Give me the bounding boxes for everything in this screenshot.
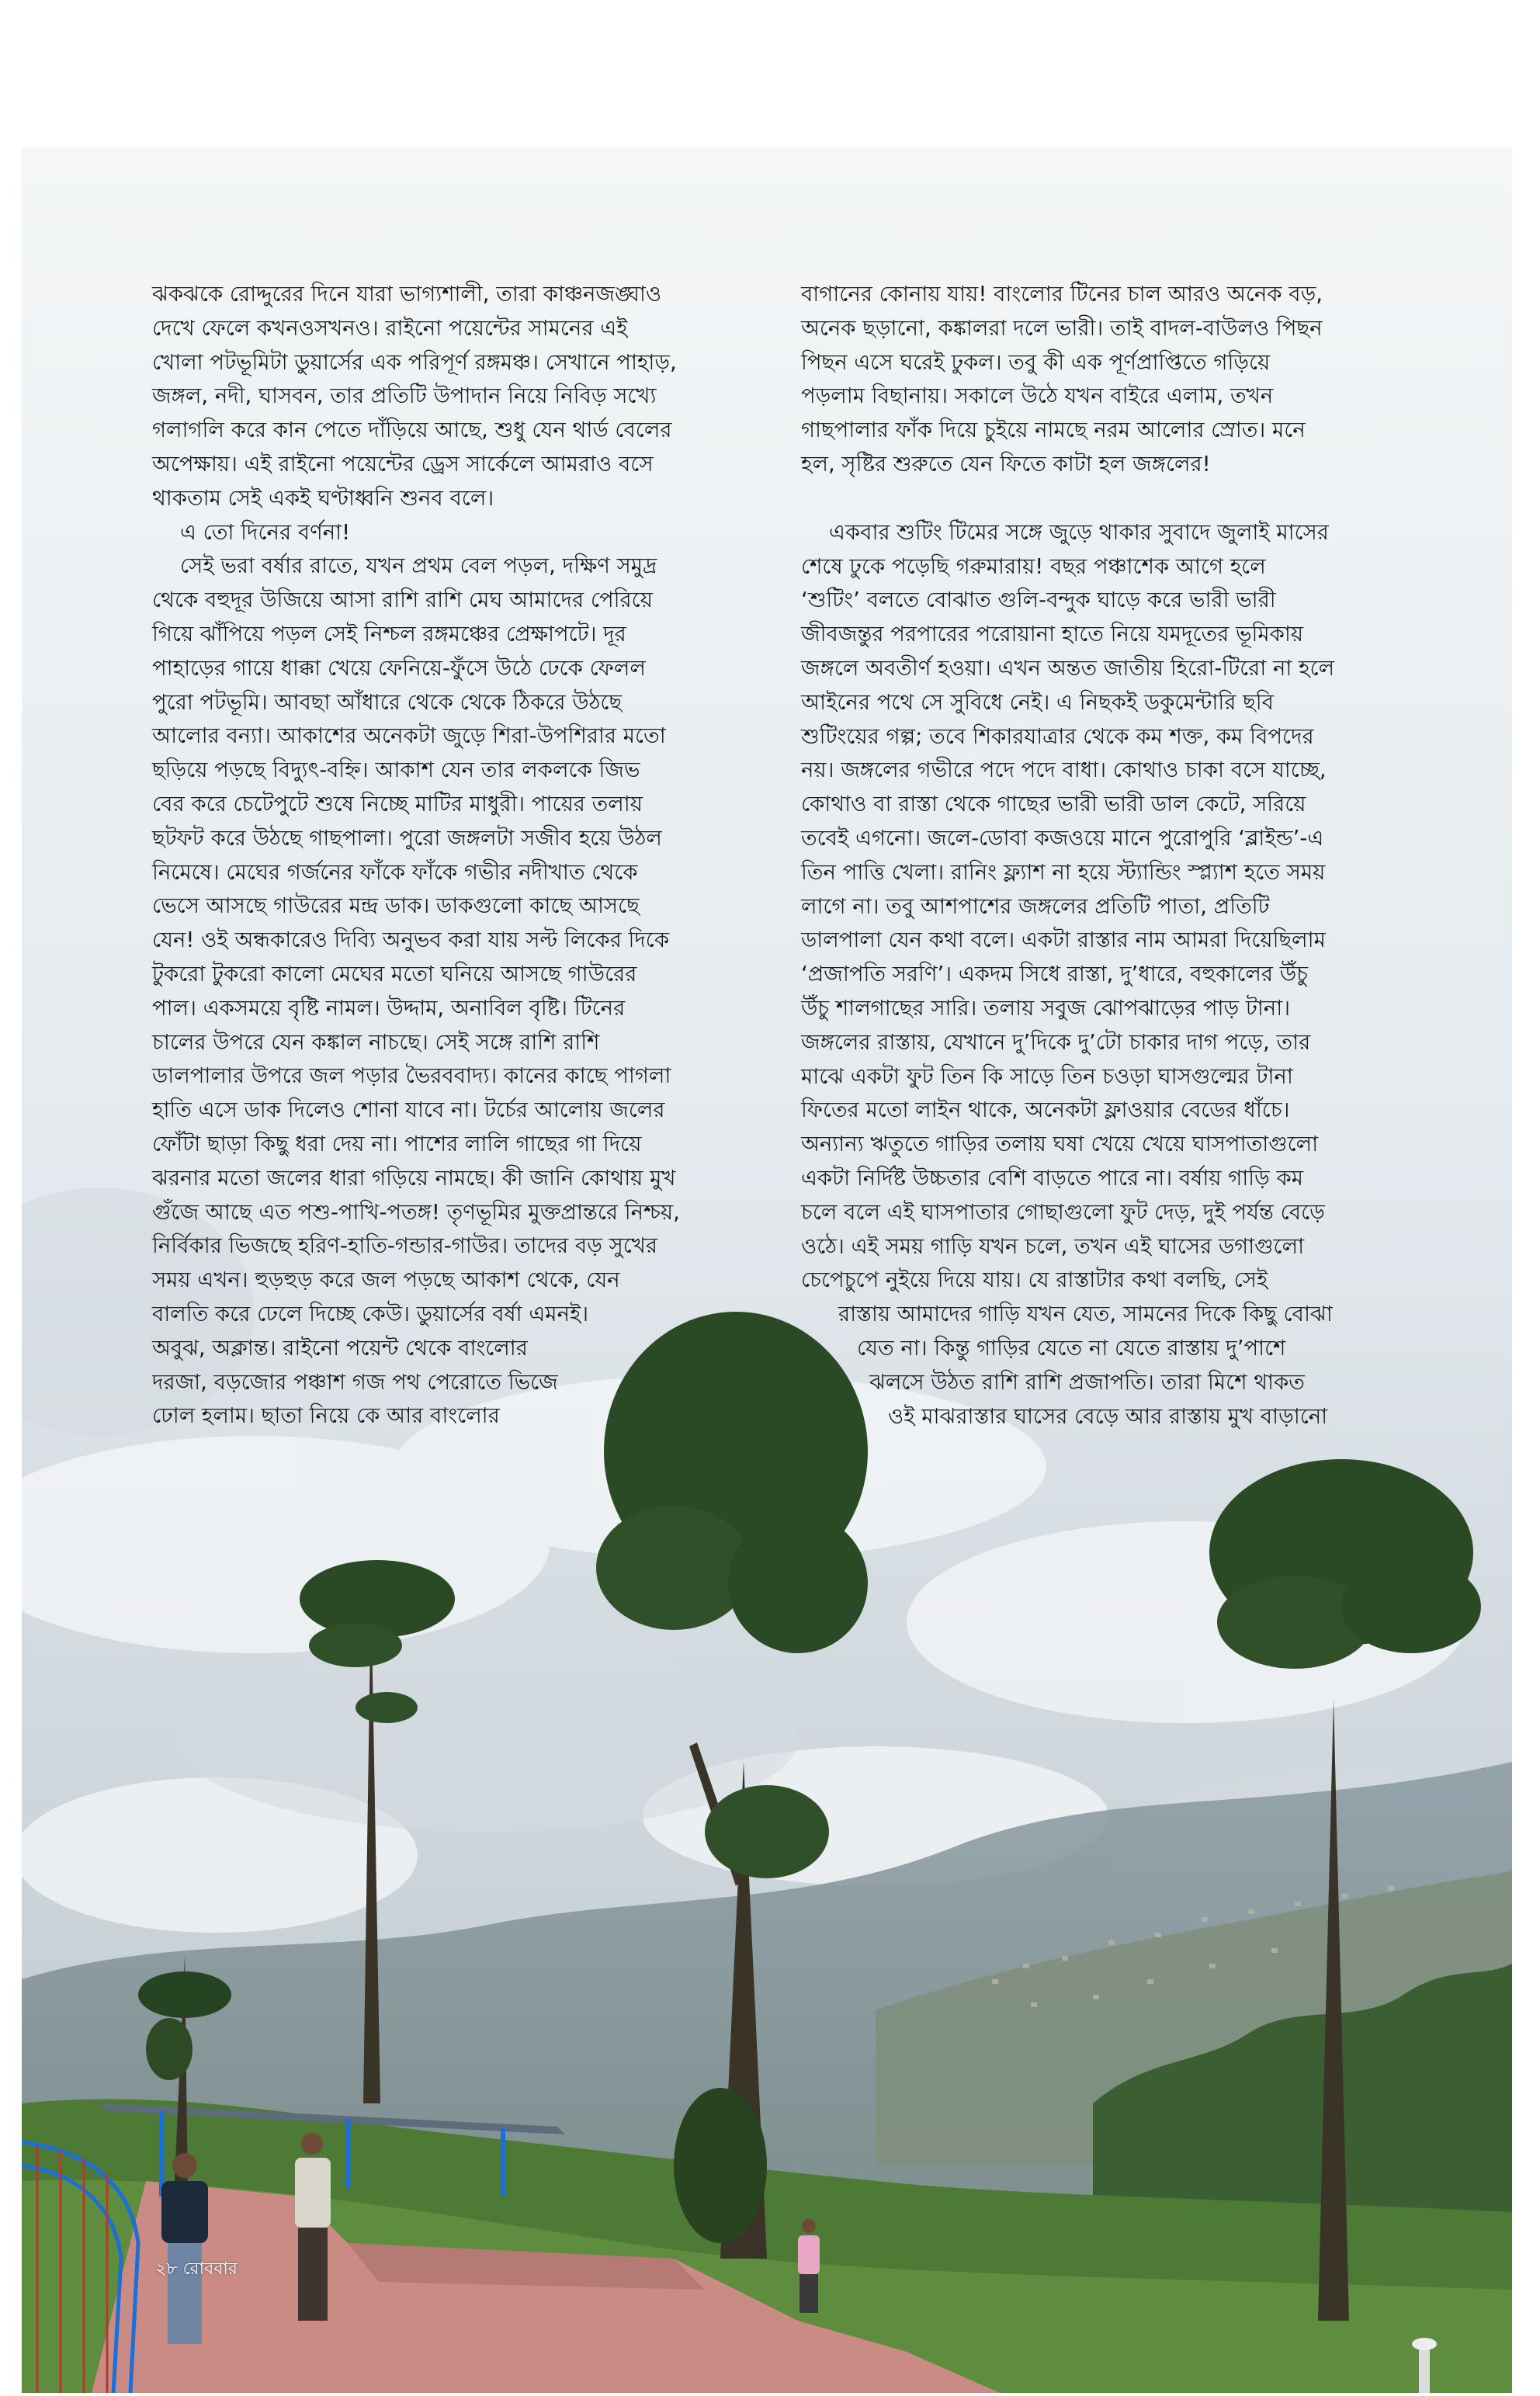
text-line: কোথাও বা রাস্তা থেকে গাছের ভারী ভারী ডাল কেটে, সরিয়ে xyxy=(801,792,1306,817)
text-line: ফিতের মতো লাইন থাকে, অনেকটা ফ্লাওয়ার বেডের ধাঁচে। xyxy=(801,1097,1290,1123)
text-line: শুটিংয়ের গল্প; তবে শিকারযাত্রার থেকে কম শক্ত, কম বিপদের xyxy=(801,723,1314,749)
text-line: হাতি এসে ডাক দিলেও শোনা যাবে না। টর্চের আলোয় জলের xyxy=(152,1097,665,1123)
text-line: সময় এখন। হুড়হুড় করে জল পড়ছে আকাশ থেকে, যেন xyxy=(152,1267,620,1293)
text-line: গলাগলি করে কান পেতে দাঁড়িয়ে আছে, শুধু যেন থার্ড বেলের xyxy=(152,418,672,443)
text-line: ‘শুটিং’ বলতে বোঝাত গুলি-বন্দুক ঘাড়ে করে ভারী ভারী xyxy=(801,588,1276,613)
page-folio: ২৮ রোববার xyxy=(155,2259,238,2279)
text-line: উঁচু শালগাছের সারি। তলায় সবুজ ঝোপঝাড়ের পাড় টানা। xyxy=(801,995,1291,1021)
text-line: যেত না। কিন্তু গাড়ির যেতে না যেতে রাস্তায় দু’পাশে xyxy=(857,1335,1286,1361)
text-line: ছড়িয়ে পড়ছে বিদ্যুৎ-বহ্নি। আকাশ যেন তার লকলকে জিভ xyxy=(152,758,640,783)
text-line: অবুঝ, অক্লান্ত। রাইনো পয়েন্ট থেকে বাংলোর xyxy=(152,1335,528,1361)
text-line: জঙ্গলের রাস্তায়, যেখানে দু’দিকে দু’টো চাকার দাগ পড়ে, তার xyxy=(801,1029,1311,1055)
text-line: তবেই এগনো। জলে-ডোবা কজওয়ে মানে পুরোপুরি ‘ব্লাইন্ড’-এ xyxy=(801,825,1324,851)
text-line: আলোর বন্যা। আকাশের অনেকটা জুড়ে শিরা-উপশিরার মতো xyxy=(152,723,666,749)
text-line: হল, সৃষ্টির শুরুতে যেন ফিতে কাটা হল জঙ্গলের! xyxy=(801,451,1211,477)
text-line: অনেক ছড়ানো, কঙ্কালরা দলে ভারী। তাই বাদল-বাউলও পিছন xyxy=(801,315,1323,341)
text-line: জঙ্গল, নদী, ঘাসবন, তার প্রতিটি উপাদান নিয়ে নিবিড় সখ্যে xyxy=(152,383,657,409)
text-line: গিয়ে ঝাঁপিয়ে পড়ল সেই নিশ্চল রঙ্গমঞ্চের প্রেক্ষাপটে। দূর xyxy=(152,621,626,647)
text-line: জীবজন্তুর পরপারের পরোয়ানা হাতে নিয়ে যমদূতের ভূমিকায় xyxy=(801,622,1304,647)
text-line: বের করে চেটেপুটে শুষে নিচ্ছে মাটির মাধুরী। পায়ের তলায় xyxy=(152,791,643,817)
text-line: ছটফট করে উঠছে গাছপালা। পুরো জঙ্গলটা সজীব হয়ে উঠল xyxy=(152,825,662,851)
text-line: মাঝে একটা ফুট তিন কি সাড়ে তিন চওড়া ঘাসগুল্মের টানা xyxy=(801,1063,1293,1089)
text-line: পিছন এসে ঘরেই ঢুকল। তবু কী এক পূর্ণপ্রাপ্তিতে গড়িয়ে xyxy=(801,349,1271,375)
text-line: আইনের পথে সে সুবিধে নেই। এ নিছকই ডকুমেন্টারি ছবি xyxy=(801,689,1274,715)
text-line: একবার শুটিং টিমের সঙ্গে জুড়ে থাকার সুবাদে জুলাই মাসের xyxy=(829,519,1329,545)
text-line: চলে বলে এই ঘাসপাতার গোছাগুলো ফুট দেড়, দুই পর্যন্ত বেড়ে xyxy=(801,1199,1325,1225)
text-line: খোলা পটভূমিটা ডুয়ার্সের এক পরিপূর্ণ রঙ্গমঞ্চ। সেখানে পাহাড়, xyxy=(152,349,677,375)
left-paragraph-1 xyxy=(152,278,731,516)
left-paragraph-2: এ তো দিনের বর্ণনা! xyxy=(180,519,351,545)
text-line: পাহাড়ের গায়ে ধাক্কা খেয়ে ফেনিয়ে-ফুঁসে উঠে ঢেকে ফেলল xyxy=(152,655,646,681)
text-line: থেকে বহুদূর উজিয়ে আসা রাশি রাশি মেঘ আমাদের পেরিয়ে xyxy=(152,588,653,613)
text-line: নয়। জঙ্গলের গভীরে পদে পদে বাধা। কোথাও চাকা বসে যাচ্ছে, xyxy=(801,758,1327,783)
text-line: জঙ্গলে অবতীর্ণ হওয়া। এখন অন্তত জাতীয় হিরো-টিরো না হলে xyxy=(801,655,1335,681)
text-line: ওঠে। এই সময় গাড়ি যখন চলে, তখন এই ঘাসের ডগাগুলো xyxy=(801,1233,1305,1259)
text-line: অপেক্ষায়। এই রাইনো পয়েন্টের ড্রেস সার্কেলে আমরাও বসে xyxy=(152,451,654,477)
right-paragraph-2 xyxy=(801,516,1399,1434)
article-column-right xyxy=(801,278,1399,1434)
text-line: থাকতাম সেই একই ঘণ্টাধ্বনি শুনব বলে। xyxy=(152,485,494,511)
left-paragraph-3 xyxy=(152,550,731,1434)
text-line: পাল। একসময়ে বৃষ্টি নামল। উদ্দাম, অনাবিল বৃষ্টি। টিনের xyxy=(152,995,626,1021)
article-column-left xyxy=(152,278,731,1434)
text-line: পড়লাম বিছানায়। সকালে উঠে যখন বাইরে এলাম, তখন xyxy=(801,383,1274,409)
text-line: সেই ভরা বর্ষার রাতে, যখন প্রথম বেল পড়ল, দক্ষিণ সমুদ্র xyxy=(180,553,657,579)
text-line: ডালপালা যেন কথা বলে। একটা রাস্তার নাম আমরা দিয়েছিলাম xyxy=(801,928,1326,953)
text-line: অন্যান্য ঋতুতে গাড়ির তলায় ঘষা খেয়ে খেয়ে ঘাসপাতাগুলো xyxy=(801,1132,1319,1157)
text-line: লাগে না। তবু আশপাশের জঙ্গলের প্রতিটি পাতা, প্রতিটি xyxy=(801,893,1270,919)
text-line: ঢোল হলাম। ছাতা নিয়ে কে আর বাংলোর xyxy=(152,1403,500,1429)
text-line: ঝকঝকে রোদ্দুরের দিনে যারা ভাগ্যশালী, তারা কাঞ্চনজঙ্ঘাও xyxy=(152,282,662,307)
text-line: ফোঁটা ছাড়া কিছু ধরা দেয় না। পাশের লালি গাছের গা দিয়ে xyxy=(152,1131,642,1156)
text-line: একটা নির্দিষ্ট উচ্চতার বেশি বাড়তে পারে না। বর্ষায় গাড়ি কম xyxy=(801,1165,1303,1191)
text-line: ভেসে আসছে গাউরের মন্দ্র ডাক। ডাকগুলো কাছে আসছে xyxy=(152,893,640,919)
text-line: শেষে ঢুকে পড়েছি গরুমারায়! বছর পঞ্চাশেক আগে হলে xyxy=(801,553,1266,579)
text-line: পুরো পটভূমি। আবছা আঁধারে থেকে থেকে ঠিকরে উঠছে xyxy=(152,689,623,715)
text-line: তিন পাত্তি খেলা। রানিং ফ্ল্যাশ না হয়ে স্ট্যান্ডিং স্প্ল্যাশ হতে সময় xyxy=(801,859,1326,885)
text-line: রাস্তায় আমাদের গাড়ি যখন যেত, সামনের দিকে কিছু বোঝা xyxy=(838,1302,1333,1327)
text-line: ঝরনার মতো জলের ধারা গড়িয়ে নামছে। কী জানি কোথায় মুখ xyxy=(152,1165,676,1191)
text-line: গুঁজে আছে এত পশু-পাখি-পতঙ্গ! তৃণভূমির মুক্তপ্রান্তরে নিশ্চয়, xyxy=(152,1199,680,1225)
text-line: টুকরো টুকরো কালো মেঘের মতো ঘনিয়ে আসছে গাউরের xyxy=(152,961,637,986)
text-line: বাগানের কোনায় যায়! বাংলোর টিনের চাল আরও অনেক বড়, xyxy=(801,282,1323,307)
text-line: ঝলসে উঠত রাশি রাশি প্রজাপতি। তারা মিশে থাকত xyxy=(869,1369,1305,1395)
text-line: নিমেষে। মেঘের গর্জনের ফাঁকে ফাঁকে গভীর নদীখাত থেকে xyxy=(152,859,638,885)
text-line: দেখে ফেলে কখনওসখনও। রাইনো পয়েন্টের সামনের এই xyxy=(152,315,628,341)
text-line: চালের উপরে যেন কঙ্কাল নাচছে। সেই সঙ্গে রাশি রাশি xyxy=(152,1029,600,1055)
text-line: ‘প্রজাপতি সরণি’। একদম সিধে রাস্তা, দু’ধারে, বহুকালের উঁচু xyxy=(801,962,1309,987)
text-line: নির্বিকার ভিজছে হরিণ-হাতি-গন্ডার-গাউর। তাদের বড় সুখের xyxy=(152,1233,657,1259)
text-line: যেন! ওই অন্ধকারেও দিব্যি অনুভব করা যায় সল্ট লিকের দিকে xyxy=(152,928,670,953)
text-line: ডালপালার উপরে জল পড়ার ভৈরববাদ্য। কানের কাছে পাগলা xyxy=(152,1063,671,1089)
text-line: বালতি করে ঢেলে দিচ্ছে কেউ। ডুয়ার্সের বর্ষা এমনই। xyxy=(152,1301,589,1326)
text-line: দরজা, বড়জোর পঞ্চাশ গজ পথ পেরোতে ভিজে xyxy=(152,1369,558,1395)
text-line: গাছপালার ফাঁক দিয়ে চুইয়ে নামছে নরম আলোর স্রোত। মনে xyxy=(801,418,1306,443)
text-line: ওই মাঝরাস্তার ঘাসের বেড়ে আর রাস্তায় মুখ বাড়ানো xyxy=(888,1403,1328,1429)
text-line: চেপেচুপে নুইয়ে দিয়ে যায়। যে রাস্তাটার কথা বলছি, সেই xyxy=(801,1267,1268,1293)
right-paragraph-1 xyxy=(801,278,1399,482)
